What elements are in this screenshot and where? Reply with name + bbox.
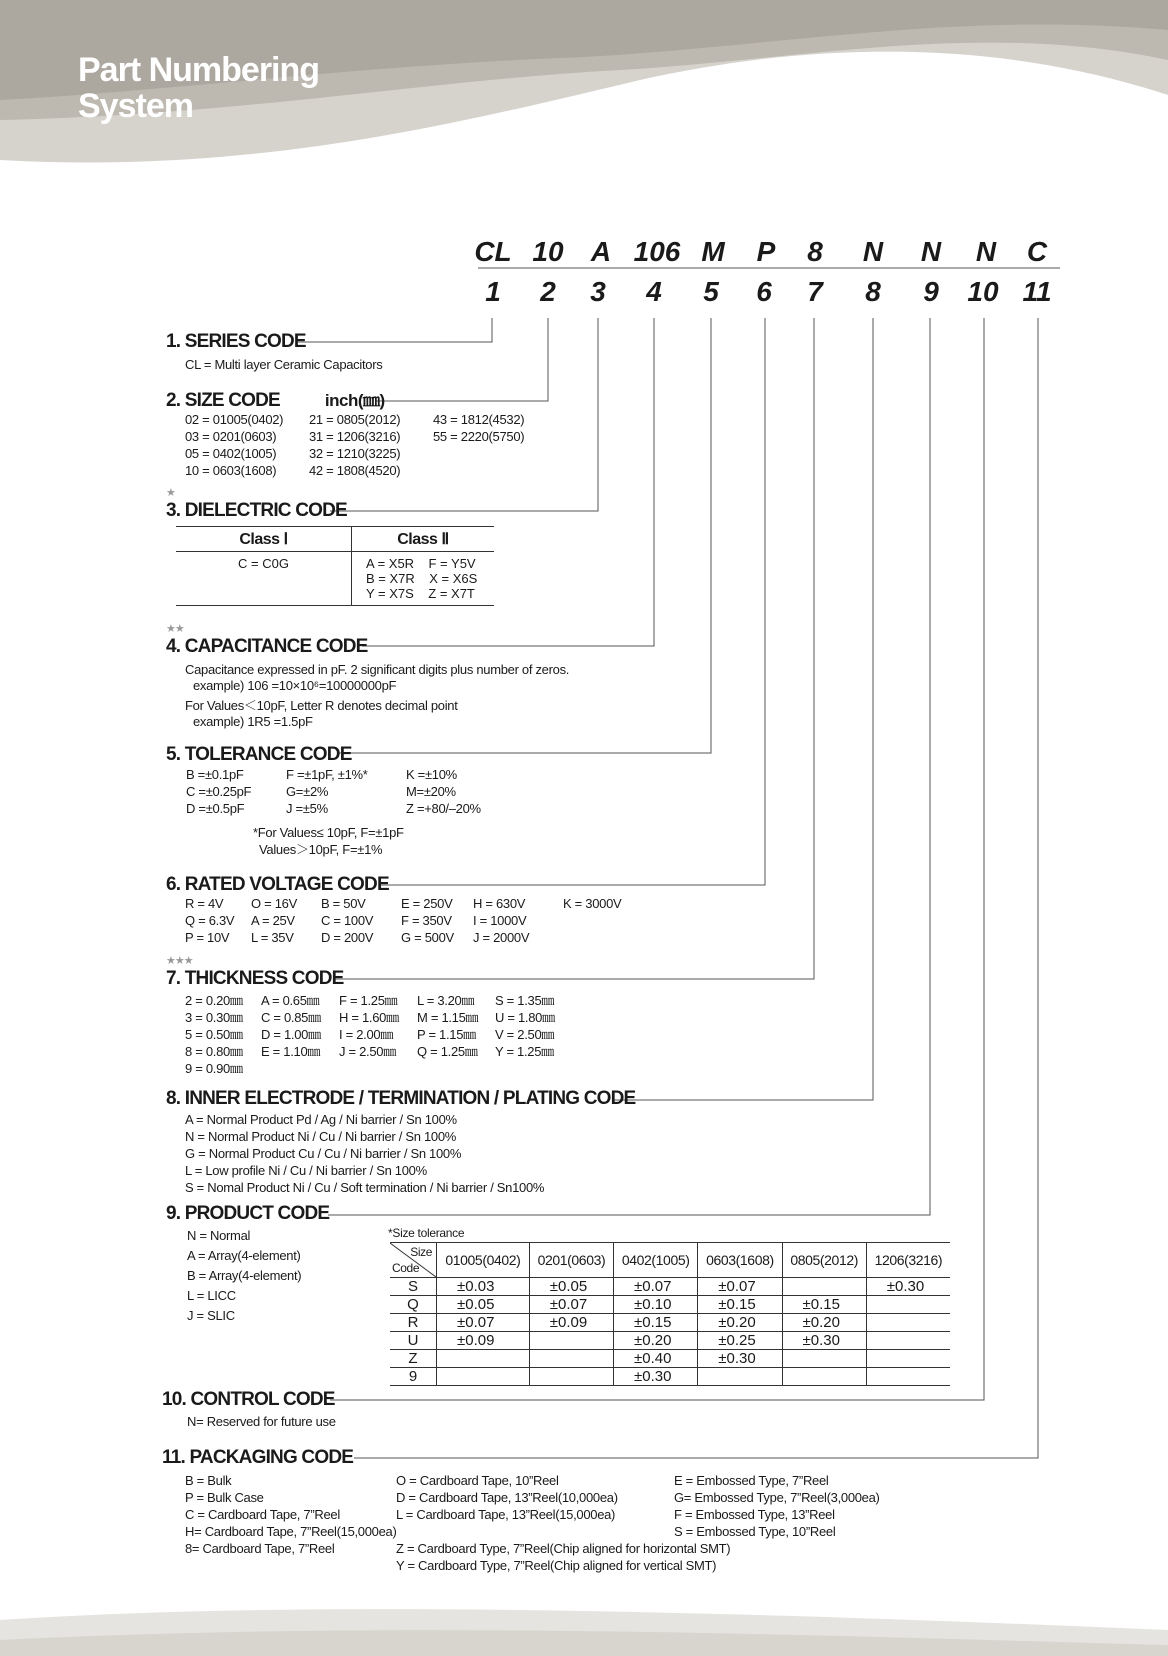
capacitance-code-title: 4. CAPACITANCE CODE: [166, 636, 368, 657]
corner-code-label: Code: [392, 1261, 420, 1275]
packaging-col3: [674, 1472, 880, 1540]
code-letter: 8: [807, 236, 823, 267]
table-header: 1206(3216): [866, 1243, 950, 1278]
thickness-item: S = 1.35㎜: [495, 993, 555, 1008]
table-cell: ±0.40: [614, 1350, 698, 1368]
table-cell: ±0.05: [437, 1296, 530, 1314]
capacitance-line4: example) 1R5 =1.5pF: [193, 714, 313, 729]
thickness-item: M = 1.15㎜: [417, 1010, 479, 1025]
table-header: 0402(1005): [614, 1243, 698, 1278]
packaging-item: 8= Cardboard Tape, 7”Reel: [185, 1541, 335, 1556]
tolerance-item: M=±20%: [406, 784, 456, 799]
voltage-item: H = 630V: [473, 896, 526, 911]
table-cell: [529, 1368, 613, 1386]
voltage-item: A = 25V: [251, 913, 295, 928]
code-letter: M: [701, 236, 725, 267]
table-cell: Q: [390, 1296, 437, 1314]
packaging-item: Y = Cardboard Type, 7”Reel(Chip aligned for vertical SMT): [396, 1558, 717, 1573]
size-item: [433, 462, 543, 479]
table-cell: U: [390, 1332, 437, 1350]
table-corner-cell: [390, 1243, 437, 1278]
product-list: [187, 1227, 301, 1327]
tolerance-code-title: 5. TOLERANCE CODE: [166, 744, 352, 765]
table-row: [390, 1350, 950, 1368]
table-cell: ±0.20: [782, 1314, 866, 1332]
tolerance-list: [186, 766, 506, 817]
packaging-item: F = Embossed Type, 13”Reel: [674, 1507, 835, 1522]
packaging-item: G= Embossed Type, 7”Reel(3,000ea): [674, 1490, 880, 1505]
tolerance-item: F =±1pF, ±1%*: [286, 767, 368, 782]
table-cell: ±0.15: [614, 1314, 698, 1332]
packaging-item: Z = Cardboard Type, 7”Reel(Chip aligned for horizontal SMT): [396, 1541, 731, 1556]
electrode-code-title: 8. INNER ELECTRODE / TERMINATION / PLATING CODE: [166, 1088, 636, 1109]
voltage-item: F = 350V: [401, 913, 452, 928]
table-cell: ±0.30: [866, 1278, 950, 1296]
thickness-item: V = 2.50㎜: [495, 1027, 555, 1042]
table-cell: R: [390, 1314, 437, 1332]
thickness-item: Q = 1.25㎜: [417, 1044, 478, 1059]
size-item: 05 = 0402(1005): [185, 446, 277, 461]
class2-values: [352, 552, 495, 606]
table-cell: ±0.07: [698, 1278, 782, 1296]
voltage-code-title: 6. RATED VOLTAGE CODE: [166, 874, 389, 895]
class2-value: B = X7R X = X6S: [366, 571, 478, 586]
tolerance-note2: Values＞10pF, F=±1%: [259, 842, 383, 857]
capacitance-line1: Capacitance expressed in pF. 2 significant digits plus number of zeros.: [185, 662, 570, 677]
thickness-item: P = 1.15㎜: [417, 1027, 476, 1042]
class2-value: A = X5R F = Y5V: [366, 556, 476, 571]
thickness-code-title: 7. THICKNESS CODE: [166, 968, 344, 989]
table-header: 01005(0402): [437, 1243, 530, 1278]
voltage-item: B = 50V: [321, 896, 366, 911]
code-number: 6: [756, 276, 772, 307]
code-letter: A: [590, 236, 612, 267]
packaging-code-title: 11. PACKAGING CODE: [162, 1447, 354, 1468]
table-cell: [437, 1368, 530, 1386]
size-tolerance-caption: *Size tolerance: [388, 1226, 465, 1240]
code-letter: N: [920, 236, 942, 267]
thickness-item: [417, 1060, 495, 1077]
product-item: A = Array(4-element): [187, 1248, 301, 1263]
code-number: 11: [1022, 276, 1052, 307]
table-header: 0201(0603): [529, 1243, 613, 1278]
thickness-item: H = 1.60㎜: [339, 1010, 399, 1025]
table-row: [390, 1332, 950, 1350]
electrode-item: S = Nomal Product Ni / Cu / Soft termination / Ni barrier / Sn100%: [185, 1180, 545, 1195]
series-code-desc: CL = Multi layer Ceramic Capacitors: [185, 357, 383, 372]
code-number: 3: [590, 276, 606, 307]
product-item: L = LICC: [187, 1288, 236, 1303]
class2-header: Class Ⅱ: [352, 527, 495, 552]
table-cell: ±0.25: [698, 1332, 782, 1350]
voltage-item: J = 2000V: [473, 930, 530, 945]
size-item: 03 = 0201(0603): [185, 429, 277, 444]
voltage-item: G = 500V: [401, 930, 454, 945]
packaging-item: D = Cardboard Tape, 13”Reel(10,000ea): [396, 1490, 618, 1505]
packaging-item: B = Bulk: [185, 1473, 232, 1488]
size-item: 10 = 0603(1608): [185, 463, 277, 478]
thickness-item: Y = 1.25㎜: [495, 1044, 554, 1059]
table-row: [390, 1314, 950, 1332]
page-title-line2: System: [78, 87, 193, 125]
control-code-title: 10. CONTROL CODE: [162, 1389, 335, 1410]
table-cell: [866, 1350, 950, 1368]
packaging-item: C = Cardboard Tape, 7”Reel: [185, 1507, 340, 1522]
table-row: [390, 1296, 950, 1314]
packaging-item: L = Cardboard Tape, 13”Reel(15,000ea): [396, 1507, 616, 1522]
voltage-item: P = 10V: [185, 930, 230, 945]
code-number: 7: [807, 276, 823, 307]
code-number: 2: [540, 276, 556, 307]
dielectric-code-title: 3. DIELECTRIC CODE: [166, 500, 347, 521]
size-code-unit: inch(㎜): [324, 391, 385, 410]
code-letter: C: [1026, 236, 1048, 267]
table-header: 0603(1608): [698, 1243, 782, 1278]
voltage-item: D = 200V: [321, 930, 374, 945]
thickness-item: A = 0.65㎜: [261, 993, 320, 1008]
table-cell: ±0.07: [437, 1314, 530, 1332]
table-cell: [782, 1278, 866, 1296]
product-code-title: 9. PRODUCT CODE: [166, 1203, 330, 1224]
code-letter: N: [862, 236, 884, 267]
table-cell: ±0.03: [437, 1278, 530, 1296]
table-cell: ±0.30: [614, 1368, 698, 1386]
size-item: [433, 445, 543, 462]
tolerance-item: G=±2%: [286, 784, 329, 799]
thickness-item: 3 = 0.30㎜: [185, 1010, 243, 1025]
dielectric-table: [176, 526, 494, 606]
class1-value: C = C0G: [176, 552, 352, 606]
table-cell: [529, 1332, 613, 1350]
thickness-item: L = 3.20㎜: [417, 993, 475, 1008]
table-cell: ±0.09: [529, 1314, 613, 1332]
electrode-item: N = Normal Product Ni / Cu / Ni barrier / Sn 100%: [185, 1129, 457, 1144]
voltage-item: K = 3000V: [563, 896, 622, 911]
tolerance-item: D =±0.5pF: [186, 801, 245, 816]
code-letter: CL: [474, 236, 512, 267]
thickness-item: 5 = 0.50㎜: [185, 1027, 243, 1042]
table-cell: ±0.20: [698, 1314, 782, 1332]
table-cell: [782, 1368, 866, 1386]
product-item: B = Array(4-element): [187, 1268, 302, 1283]
dielectric-stars: ★: [166, 487, 175, 499]
table-cell: ±0.05: [529, 1278, 613, 1296]
size-item: 02 = 01005(0402): [185, 412, 284, 427]
electrode-item: A = Normal Product Pd / Ag / Ni barrier / Sn 100%: [185, 1112, 457, 1127]
table-row: [390, 1278, 950, 1296]
size-code-title: [166, 390, 385, 412]
thickness-item: [261, 1060, 339, 1077]
thickness-item: U = 1.80㎜: [495, 1010, 555, 1025]
code-number: 8: [865, 276, 881, 307]
class1-header: Class Ⅰ: [176, 527, 352, 552]
thickness-item: C = 0.85㎜: [261, 1010, 321, 1025]
table-cell: Z: [390, 1350, 437, 1368]
voltage-item: C = 100V: [321, 913, 374, 928]
tolerance-item: J =±5%: [286, 801, 328, 816]
footer-band: [0, 1600, 1168, 1656]
tolerance-note1: *For Values≤ 10pF, F=±1pF: [253, 825, 404, 840]
thickness-item: [339, 1060, 417, 1077]
packaging-item: H= Cardboard Tape, 7”Reel(15,000ea): [185, 1524, 397, 1539]
thickness-item: E = 1.10㎜: [261, 1044, 321, 1059]
size-tolerance-table: [390, 1242, 950, 1386]
size-item: 43 = 1812(4532): [433, 412, 525, 427]
table-cell: ±0.09: [437, 1332, 530, 1350]
tolerance-item: Z =+80/–20%: [406, 801, 481, 816]
table-cell: ±0.15: [698, 1296, 782, 1314]
tolerance-item: C =±0.25pF: [186, 784, 252, 799]
table-cell: ±0.07: [614, 1278, 698, 1296]
table-cell: [866, 1314, 950, 1332]
table-cell: ±0.30: [782, 1332, 866, 1350]
product-item: N = Normal: [187, 1228, 251, 1243]
table-header: 0805(2012): [782, 1243, 866, 1278]
electrode-list: [185, 1111, 544, 1196]
size-item: 42 = 1808(4520): [309, 463, 401, 478]
thickness-list: [185, 992, 575, 1077]
corner-size-label: Size: [410, 1245, 432, 1259]
code-letter: 10: [532, 236, 564, 267]
thickness-item: [495, 1060, 575, 1077]
thickness-item: 2 = 0.20㎜: [185, 993, 243, 1008]
table-cell: ±0.20: [614, 1332, 698, 1350]
packaging-item: E = Embossed Type, 7”Reel: [674, 1473, 829, 1488]
tolerance-item: B =±0.1pF: [186, 767, 244, 782]
code-number: 4: [646, 276, 662, 307]
table-cell: [866, 1296, 950, 1314]
electrode-item: L = Low profile Ni / Cu / Ni barrier / Sn 100%: [185, 1163, 427, 1178]
table-cell: [529, 1350, 613, 1368]
code-letter: N: [975, 236, 997, 267]
thickness-item: I = 2.00㎜: [339, 1027, 394, 1042]
voltage-item: [563, 912, 643, 929]
size-item: 32 = 1210(3225): [309, 446, 401, 461]
packaging-col1: [185, 1472, 396, 1557]
size-code-list: [185, 411, 543, 479]
voltage-item: E = 250V: [401, 896, 453, 911]
page-title-line1: Part Numbering: [78, 51, 320, 89]
voltage-list: [185, 895, 643, 946]
capacitance-line2: example) 106 =10×10⁶=10000000pF: [193, 678, 397, 693]
table-cell: [866, 1332, 950, 1350]
capacitance-stars: ★★: [166, 623, 184, 635]
code-number: 5: [703, 276, 719, 307]
voltage-item: R = 4V: [185, 896, 224, 911]
capacitance-line3: For Values＜10pF, Letter R denotes decimal point: [185, 698, 458, 713]
voltage-item: [563, 929, 643, 946]
thickness-item: J = 2.50㎜: [339, 1044, 396, 1059]
voltage-item: Q = 6.3V: [185, 913, 235, 928]
class2-value: Y = X7S Z = X7T: [366, 586, 475, 601]
size-code-title-text: 2. SIZE CODE: [166, 390, 280, 411]
packaging-item: P = Bulk Case: [185, 1490, 264, 1505]
size-item: 21 = 0805(2012): [309, 412, 401, 427]
packaging-item: O = Cardboard Tape, 10”Reel: [396, 1473, 559, 1488]
table-cell: ±0.07: [529, 1296, 613, 1314]
table-row: [390, 1368, 950, 1386]
code-number: 1: [485, 276, 501, 307]
thickness-item: F = 1.25㎜: [339, 993, 398, 1008]
code-letter: P: [756, 236, 776, 267]
thickness-stars: ★★★: [166, 955, 193, 967]
control-code-desc: N= Reserved for future use: [187, 1414, 336, 1429]
size-item: 55 = 2220(5750): [433, 429, 525, 444]
table-cell: [698, 1368, 782, 1386]
table-cell: [437, 1350, 530, 1368]
table-cell: ±0.15: [782, 1296, 866, 1314]
code-number: 9: [923, 276, 939, 307]
table-cell: [782, 1350, 866, 1368]
code-letter: 106: [633, 236, 681, 267]
thickness-item: 9 = 0.90㎜: [185, 1061, 243, 1076]
code-number: 10: [967, 276, 999, 307]
thickness-item: 8 = 0.80㎜: [185, 1044, 243, 1059]
table-cell: ±0.30: [698, 1350, 782, 1368]
table-cell: 9: [390, 1368, 437, 1386]
thickness-item: D = 1.00㎜: [261, 1027, 321, 1042]
packaging-item: S = Embossed Type, 10”Reel: [674, 1524, 836, 1539]
size-item: 31 = 1206(3216): [309, 429, 401, 444]
table-cell: [866, 1368, 950, 1386]
table-cell: S: [390, 1278, 437, 1296]
tolerance-item: K =±10%: [406, 767, 457, 782]
product-item: J = SLIC: [187, 1308, 235, 1323]
voltage-item: I = 1000V: [473, 913, 527, 928]
electrode-item: G = Normal Product Cu / Cu / Ni barrier / Sn 100%: [185, 1146, 462, 1161]
series-code-title: 1. SERIES CODE: [166, 331, 306, 352]
table-cell: ±0.10: [614, 1296, 698, 1314]
voltage-item: O = 16V: [251, 896, 297, 911]
voltage-item: L = 35V: [251, 930, 294, 945]
